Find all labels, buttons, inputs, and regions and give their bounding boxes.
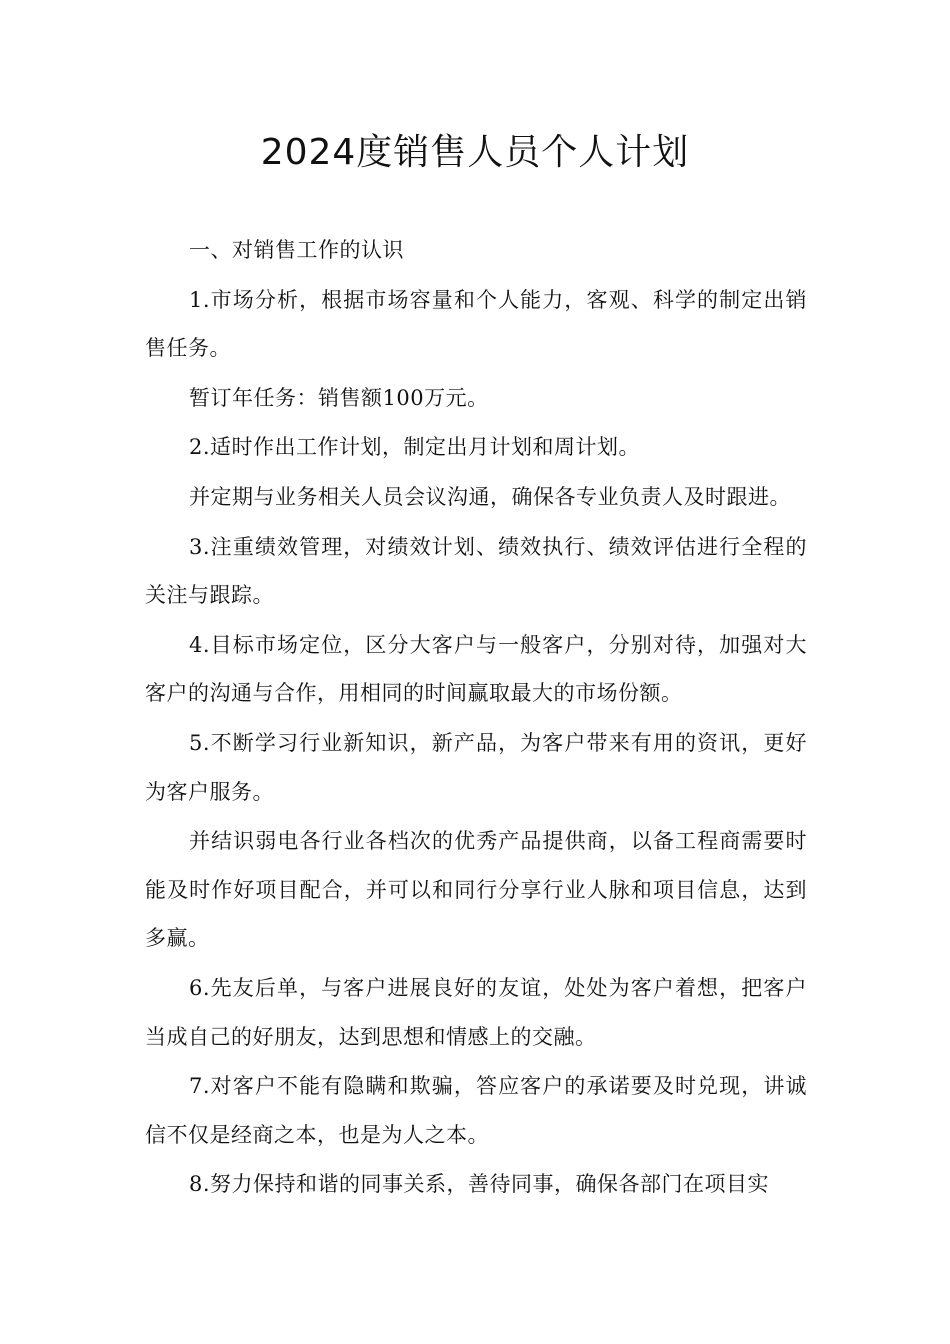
document-title: 2024度销售人员个人计划 [260, 132, 690, 173]
paragraph-annual-target: 暂订年任务：销售额100万元。 [189, 385, 489, 410]
paragraph-item-6: 6.先友后单，与客户进展良好的友谊，处处为客户着想，把客户当成自己的好朋友，达到思想和情感上的交融。 [145, 975, 807, 1049]
paragraph-section-heading: 一、对销售工作的认识 [189, 238, 404, 262]
paragraph-item-5: 5.不断学习行业新知识，新产品，为客户带来有用的资讯，更好为客户服务。 [145, 730, 807, 804]
paragraph-item-8: 8.努力保持和谐的同事关系，善待同事，确保各部门在项目实 [189, 1172, 770, 1197]
paragraph-item-7: 7.对客户不能有隐瞒和欺骗，答应客户的承诺要及时兑现，讲诚信不仅是经商之本，也是为人之本。 [145, 1074, 807, 1147]
paragraph-item-4: 4.目标市场定位，区分大客户与一般客户，分别对待，加强对大客户的沟通与合作，用相同的时间赢取最大的市场份额。 [145, 632, 807, 706]
paragraph-item-5-note: 并结识弱电各行业各档次的优秀产品提供商，以备工程商需要时能及时作好项目配合，并可以和同行分享行业人脉和项目信息，达到多赢。 [145, 829, 807, 951]
paragraph-item-2-note: 并定期与业务相关人员会议沟通，确保各专业负责人及时跟进。 [189, 484, 791, 509]
paragraph-item-2: 2.适时作出工作计划，制定出月计划和周计划。 [189, 435, 641, 460]
document-body [145, 226, 807, 1210]
paragraph-item-1: 1.市场分析，根据市场容量和个人能力，客观、科学的制定出销售任务。 [145, 287, 807, 361]
paragraph-item-3: 3.注重绩效管理，对绩效计划、绩效执行、绩效评估进行全程的关注与跟踪。 [145, 534, 807, 608]
